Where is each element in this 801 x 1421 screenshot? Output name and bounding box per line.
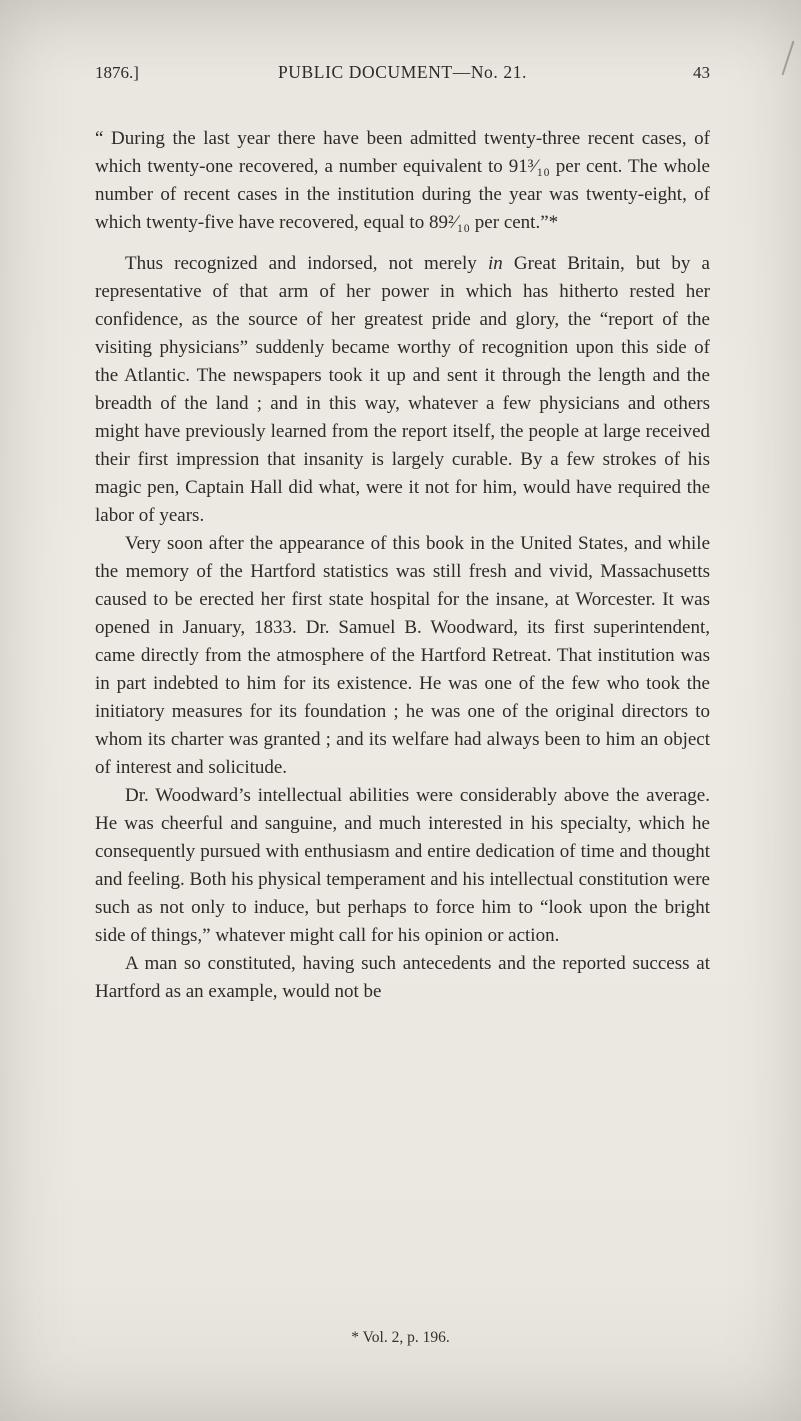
paragraph	[95, 530, 710, 782]
paragraph	[95, 782, 710, 950]
paragraph	[95, 950, 710, 1006]
header-title: PUBLIC DOCUMENT—No. 21.	[277, 62, 528, 82]
text-segment: Very soon after the appearance of this book in the United States, and while the memory of the Hartford statistics was still fresh and vivid, Massachusetts caused to be erected her first state hospital for the insane, at Worcester. It was opened in January, 1833. Dr. Samuel B. Woodward, its first superintendent, came directly from the atmosphere of the Hartford Retreat. That institution was in part indebted to him for its existence. He was one of the few who took the initiatory measures for its foundation ; he was one of the original directors to whom its charter was granted ; and its welfare had always been to him an object of interest and solicitude.	[95, 533, 710, 778]
italic-text-segment: in	[487, 253, 503, 274]
paragraph	[95, 250, 710, 530]
text-segment: A man so constituted, having such antecedents and the reported success at Hartford as an example, would not be	[95, 953, 710, 1002]
scan-artifact	[781, 41, 794, 76]
block-quote	[95, 125, 710, 237]
page-body	[95, 125, 710, 1006]
header-page-number: 43	[693, 63, 710, 82]
header-year: 1876.]	[95, 63, 139, 82]
text-segment: Dr. Woodward’s intellectual abilities were considerably above the average. He was cheerful and sanguine, and much interested in his specialty, which he consequently pursued with enthusiasm and entire dedication of time and thought and feeling. Both his physical temperament and his intellectual constitution were such as not only to induce, but perhaps to force him to “look upon the bright side of things,” whatever might call for his opinion or action.	[95, 785, 710, 946]
text-segment: Thus recognized and indorsed, not merely	[125, 253, 488, 274]
text-segment: Great Britain, but by a representative of that arm of her power in which has hitherto rested her confidence, as the source of her greatest pride and glory, the “report of the visiting physicians” suddenly became worthy of recognition upon this side of the Atlantic. The newspapers took it up and sent it through the length and the breadth of the land ; and in this way, whatever a few physicians and others might have previously learned from the report itself, the people at large received their first impression that insanity is largely curable. By a few strokes of his magic pen, Captain Hall did what, were it not for him, would have required the labor of years.	[95, 253, 710, 526]
footnote: * Vol. 2, p. 196.	[351, 1329, 450, 1346]
page-header	[95, 62, 710, 83]
text-segment: “ During the last year there have been admitted twenty-three recent cases, of which twenty-one recovered, a number equivalent to 91³⁄₁₀ per cent. The whole number of recent cases in the institution during the year was twenty-eight, of which twenty-five have recovered, equal to 89²⁄₁₀ per cent.”*	[95, 128, 710, 233]
